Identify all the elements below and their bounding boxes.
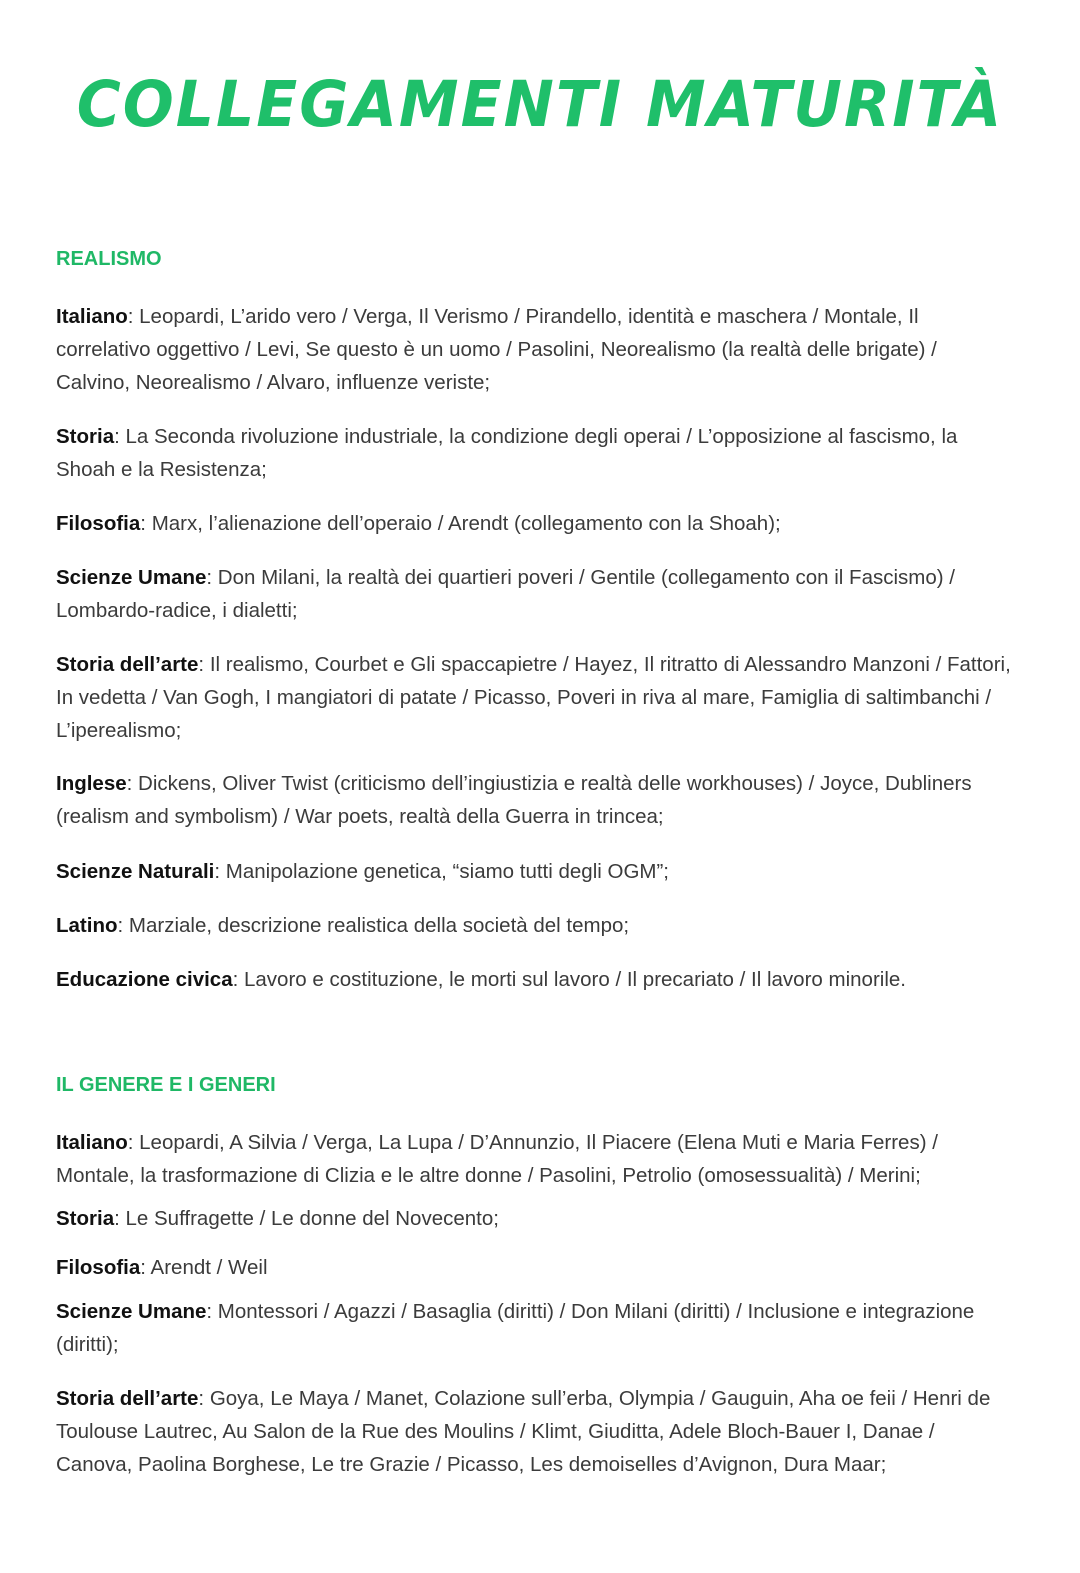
subject-label: Filosofia [56, 1256, 141, 1279]
entry-storia [56, 1202, 1016, 1235]
entry-text: : Goya, Le Maya / Manet, Colazione sull’erba, Olympia / Gauguin, Aha oe feii / Henri de Toulouse Lautrec, Au Salon de la Rue des Moulins / Klimt, Giuditta, Adele Bloch-Bauer I, Danae / Canova, Paolina Borghese, Le tre Grazie / Picasso, Les demoiselles d’Avignon, Dura Maar; [56, 1387, 991, 1476]
entry-filosofia [56, 1251, 1016, 1284]
entry-text: : Leopardi, A Silvia / Verga, La Lupa / D’Annunzio, Il Piacere (Elena Muti e Maria Ferres) / Montale, la trasformazione di Clizia e le altre donne / Pasolini, Petrolio (omosessualità) / Merini; [56, 1131, 938, 1187]
entry-latino [56, 909, 1016, 942]
entry-text: : Arendt / Weil [140, 1256, 268, 1279]
subject-label: Scienze Umane [56, 1300, 207, 1323]
entry-text: : Il realismo, Courbet e Gli spaccapietre / Hayez, Il ritratto di Alessandro Manzoni / Fattori, In vedetta / Van Gogh, I mangiatori di patate / Picasso, Poveri in riva al mare, Famiglia di saltimbanchi / L’iperealismo; [56, 653, 1011, 742]
subject-label: Scienze Umane [56, 566, 207, 589]
entry-text: : Dickens, Oliver Twist (criticismo dell’ingiustizia e realtà delle workhouses) / Joyce, Dubliners (realism and symbolism) / War poets, realtà della Guerra in trincea; [56, 772, 972, 828]
entry-scienze-umane [56, 1295, 1016, 1361]
section-heading-genere: IL GENERE E I GENERI [56, 1074, 276, 1096]
subject-label: Storia dell’arte [56, 653, 199, 676]
entry-scienze-naturali [56, 855, 1016, 888]
entry-text: : Montessori / Agazzi / Basaglia (diritti) / Don Milani (diritti) / Inclusione e integrazione (diritti); [56, 1300, 975, 1356]
subject-label: Italiano [56, 1131, 128, 1154]
entry-filosofia [56, 507, 1016, 540]
entry-inglese [56, 767, 1016, 833]
page-title: COLLEGAMENTI MATURITÀ [76, 68, 1004, 142]
entry-italiano [56, 1126, 1016, 1192]
subject-label: Storia [56, 1207, 115, 1230]
subject-label: Inglese [56, 772, 127, 795]
subject-label: Educazione civica [56, 968, 233, 991]
section-heading-realismo: REALISMO [56, 248, 162, 270]
subject-label: Latino [56, 914, 118, 937]
entry-text: : Le Suffragette / Le donne del Novecento; [114, 1207, 499, 1230]
entry-scienze-umane [56, 561, 1016, 627]
subject-label: Filosofia [56, 512, 141, 535]
entry-text: : Marx, l’alienazione dell’operaio / Arendt (collegamento con la Shoah); [140, 512, 781, 535]
entry-storia [56, 420, 1016, 486]
subject-label: Storia [56, 425, 115, 448]
entry-text: : Leopardi, L’arido vero / Verga, Il Verismo / Pirandello, identità e maschera / Montale, Il correlativo oggettivo / Levi, Se questo è un uomo / Pasolini, Neorealismo (la realtà delle brigate) / Calvino, Neorealismo / Alvaro, influenze veriste; [56, 305, 937, 394]
entry-italiano [56, 300, 1016, 399]
entry-storia-arte [56, 1382, 1016, 1481]
entry-educazione-civica [56, 963, 1016, 996]
subject-label: Scienze Naturali [56, 860, 215, 883]
entry-text: : Marziale, descrizione realistica della società del tempo; [117, 914, 630, 937]
entry-text: : Manipolazione genetica, “siamo tutti degli OGM”; [214, 860, 669, 883]
entry-storia-arte [56, 648, 1016, 747]
entry-text: : Don Milani, la realtà dei quartieri poveri / Gentile (collegamento con il Fascismo) / Lombardo-radice, i dialetti; [56, 566, 955, 622]
subject-label: Storia dell’arte [56, 1387, 199, 1410]
entry-text: : Lavoro e costituzione, le morti sul lavoro / Il precariato / Il lavoro minorile. [232, 968, 906, 991]
subject-label: Italiano [56, 305, 128, 328]
entry-text: : La Seconda rivoluzione industriale, la condizione degli operai / L’opposizione al fascismo, la Shoah e la Resistenza; [56, 425, 958, 481]
